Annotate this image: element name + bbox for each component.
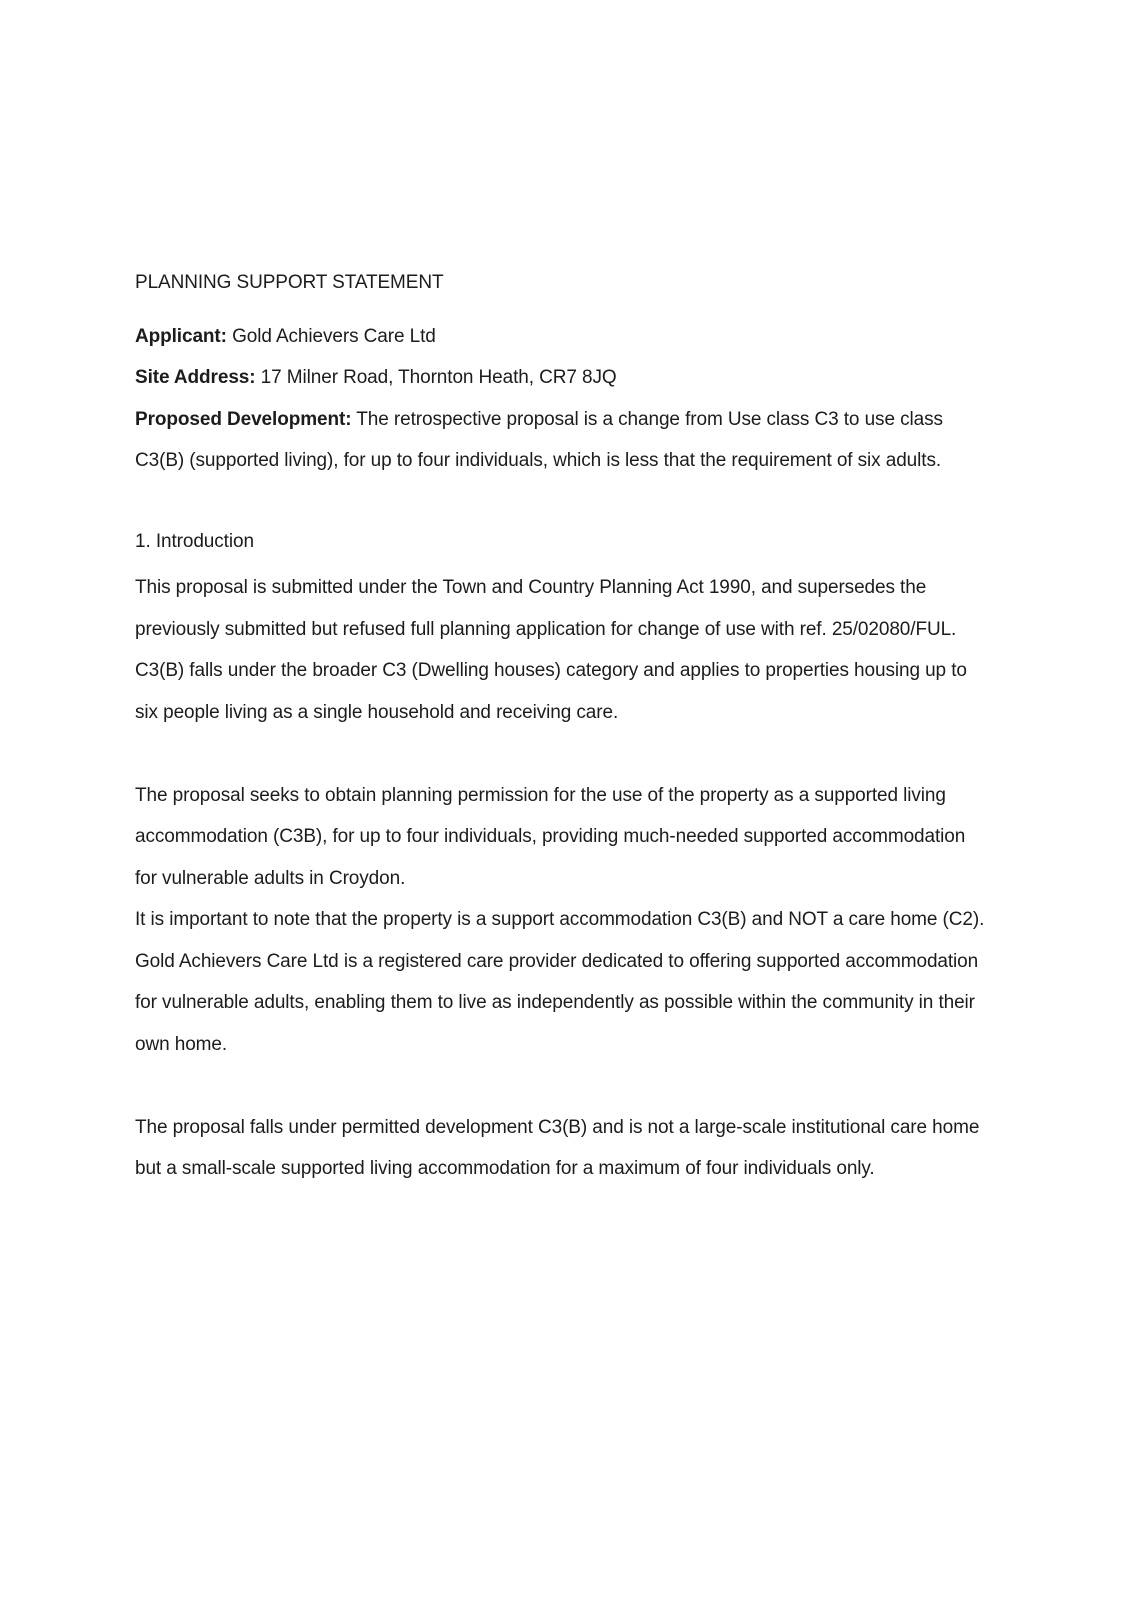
intro-paragraph-3: The proposal seeks to obtain planning permission for the use of the property as a supported living accommodation (C3B), for up to four individuals, providing much-needed supported accommodation for vulnerable adults in Croydon. <box>135 784 966 889</box>
applicant-label: Applicant: <box>135 325 227 347</box>
section-heading-introduction: 1. Introduction <box>135 530 254 552</box>
document-title: PLANNING SUPPORT STATEMENT <box>135 272 444 293</box>
intro-paragraph-2: C3(B) falls under the broader C3 (Dwelling houses) category and applies to properties housing up to six people living as a single household and receiving care. <box>135 660 967 723</box>
proposed-development-line <box>135 399 987 482</box>
site-address-label: Site Address: <box>135 367 256 388</box>
applicant-line <box>135 316 987 358</box>
document-content <box>135 262 987 1190</box>
site-address-value: 17 Milner Road, Thornton Heath, CR7 8JQ <box>260 367 617 388</box>
intro-paragraph-6: The proposal falls under permitted development C3(B) and is not a large-scale institutional care home but a small-scale supported living accommodation for a maximum of four individuals only. <box>135 1116 980 1179</box>
intro-paragraph-1: This proposal is submitted under the Town and Country Planning Act 1990, and supersedes the previously submitted but refused full planning application for change of use with ref. 25/02080/FUL. <box>135 577 957 640</box>
site-address-line <box>135 357 987 399</box>
intro-paragraph-5: Gold Achievers Care Ltd is a registered care provider dedicated to offering supported accommodation for vulnerable adults, enabling them to live as independently as possible within the community in their own home. <box>135 950 979 1055</box>
proposed-development-label: Proposed Development: <box>135 408 352 430</box>
intro-paragraph-4: It is important to note that the property is a support accommodation C3(B) and NOT a care home (C2). <box>135 909 985 930</box>
applicant-value: Gold Achievers Care Ltd <box>232 325 436 347</box>
proposed-development-value: The retrospective proposal is a change from Use class C3 to use class C3(B) (supported living), for up to four individuals, which is less that the requirement of six adults. <box>135 408 943 471</box>
